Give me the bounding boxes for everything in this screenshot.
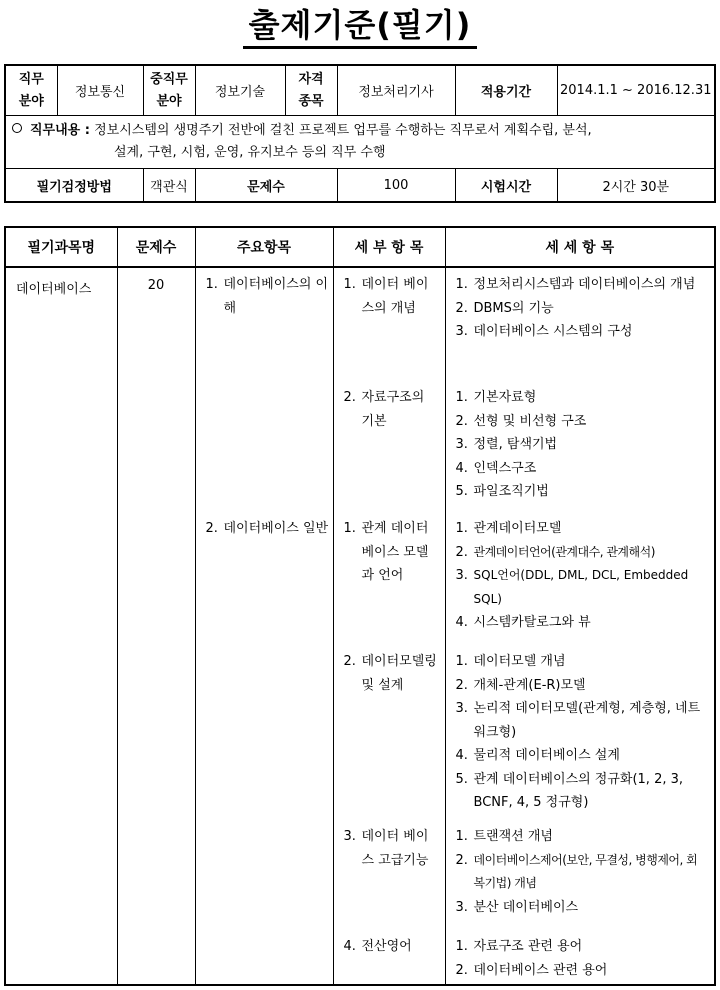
- sub-item: 1. 데이터 베이스의 개념: [343, 277, 429, 316]
- header-detail-items: 세 세 항 목: [445, 227, 715, 267]
- time-value: 2시간 30분: [557, 169, 715, 203]
- detail-group: [446, 650, 715, 815]
- subject-name: 데이터베이스: [5, 267, 117, 985]
- field-label: 직무 분야: [5, 65, 57, 116]
- detail-item: 4. 물리적 데이터베이스 설계: [455, 748, 620, 763]
- period-label: 적용기간: [455, 65, 557, 116]
- duty-line-1: 정보시스템의 생명주기 전반에 걸친 프로젝트 업무를 수행하는 직무로서 계획수립, 분석,: [94, 123, 592, 138]
- detail-items-cell: [445, 267, 715, 985]
- detail-item: 1. 데이터모델 개념: [455, 654, 566, 669]
- sub-items-cell: [333, 267, 445, 985]
- detail-item: 3. 데이터베이스 시스템의 구성: [455, 324, 633, 339]
- sub-item: 1. 관계 데이터 베이스 모델과 언어: [343, 521, 429, 583]
- detail-item: 3. 논리적 데이터모델(관계형, 계층형, 네트워크형): [455, 701, 701, 740]
- detail-item: 1. 관계데이터모델: [455, 521, 562, 536]
- detail-item: 2. 데이터베이스 관련 용어: [455, 962, 608, 978]
- detail-item: 4. 인덱스구조: [455, 460, 537, 476]
- detail-item: 1. 자료구조 관련 용어: [455, 939, 583, 954]
- bullet-circle-icon: [12, 123, 22, 133]
- sub-field-value: 정보기술: [195, 65, 285, 116]
- detail-group: [446, 517, 715, 635]
- time-label: 시험시간: [455, 169, 557, 203]
- cert-value: 정보처리기사: [337, 65, 455, 116]
- detail-item: 1. 트랜잭션 개념: [455, 829, 553, 844]
- detail-item: 3. 분산 데이터베이스: [455, 899, 579, 915]
- detail-item: 2. 선형 및 비선형 구조: [455, 413, 587, 429]
- detail-item: 4. 시스템카탈로그와 뷰: [455, 615, 591, 630]
- info-table: [4, 64, 716, 203]
- detail-item: 2. 관계데이터언어(관계대수, 관계해석): [455, 544, 655, 560]
- sub-field-label: 중직무 분야: [143, 65, 195, 116]
- detail-group: [446, 273, 715, 344]
- sub-item: 3. 데이터 베이스 고급기능: [343, 829, 429, 868]
- count-label: 문제수: [195, 169, 337, 203]
- field-value: 정보통신: [57, 65, 143, 116]
- header-subject: 필기과목명: [5, 227, 117, 267]
- duty-line-2: 설계, 구현, 시험, 운영, 유지보수 등의 직무 수행: [114, 145, 386, 160]
- detail-group: [446, 825, 715, 919]
- question-count: 20: [117, 267, 195, 985]
- detail-group: [446, 935, 715, 982]
- main-items-cell: [195, 267, 333, 985]
- detail-item: 1. 기본자료형: [455, 390, 537, 405]
- main-item: 2. 데이터베이스 일반: [205, 521, 329, 536]
- detail-item: 2. 개체-관계(E-R)모델: [455, 677, 586, 693]
- header-count: 문제수: [117, 227, 195, 267]
- duty-label: 직무내용 :: [30, 123, 90, 138]
- cert-label: 자격 종목: [285, 65, 337, 116]
- sub-item: 2. 데이터모델링 및 설계: [343, 654, 437, 693]
- duty-description: [5, 116, 715, 169]
- header-main-items: 주요항목: [195, 227, 333, 267]
- sub-item: 4. 전산영어: [343, 939, 412, 954]
- detail-item: 2. DBMS의 기능: [455, 300, 554, 316]
- detail-group: [446, 386, 715, 504]
- period-value: 2014.1.1 ~ 2016.12.31: [557, 65, 715, 116]
- main-item: 1. 데이터베이스의 이해: [205, 277, 329, 316]
- page-title: 출제기준(필기): [0, 6, 720, 49]
- detail-item: 3. 정렬, 탐색기법: [455, 437, 558, 452]
- method-label: 필기검정방법: [5, 169, 143, 203]
- detail-item: 1. 정보처리시스템과 데이터베이스의 개념: [455, 277, 696, 292]
- detail-item: 3. SQL언어(DDL, DML, DCL, Embedded SQL): [455, 568, 689, 606]
- header-sub-items: 세 부 항 목: [333, 227, 445, 267]
- detail-item: 5. 파일조직기법: [455, 484, 549, 499]
- criteria-table: [4, 226, 716, 986]
- sub-item: 2. 자료구조의 기본: [343, 390, 425, 429]
- detail-item: 2. 데이터베이스제어(보안, 무결성, 병행제어, 회복기법) 개념: [455, 852, 698, 890]
- count-value: 100: [337, 169, 455, 203]
- detail-item: 5. 관계 데이터베이스의 정규화(1, 2, 3, BCNF, 4, 5 정규형): [455, 771, 684, 810]
- method-value: 객관식: [143, 169, 195, 203]
